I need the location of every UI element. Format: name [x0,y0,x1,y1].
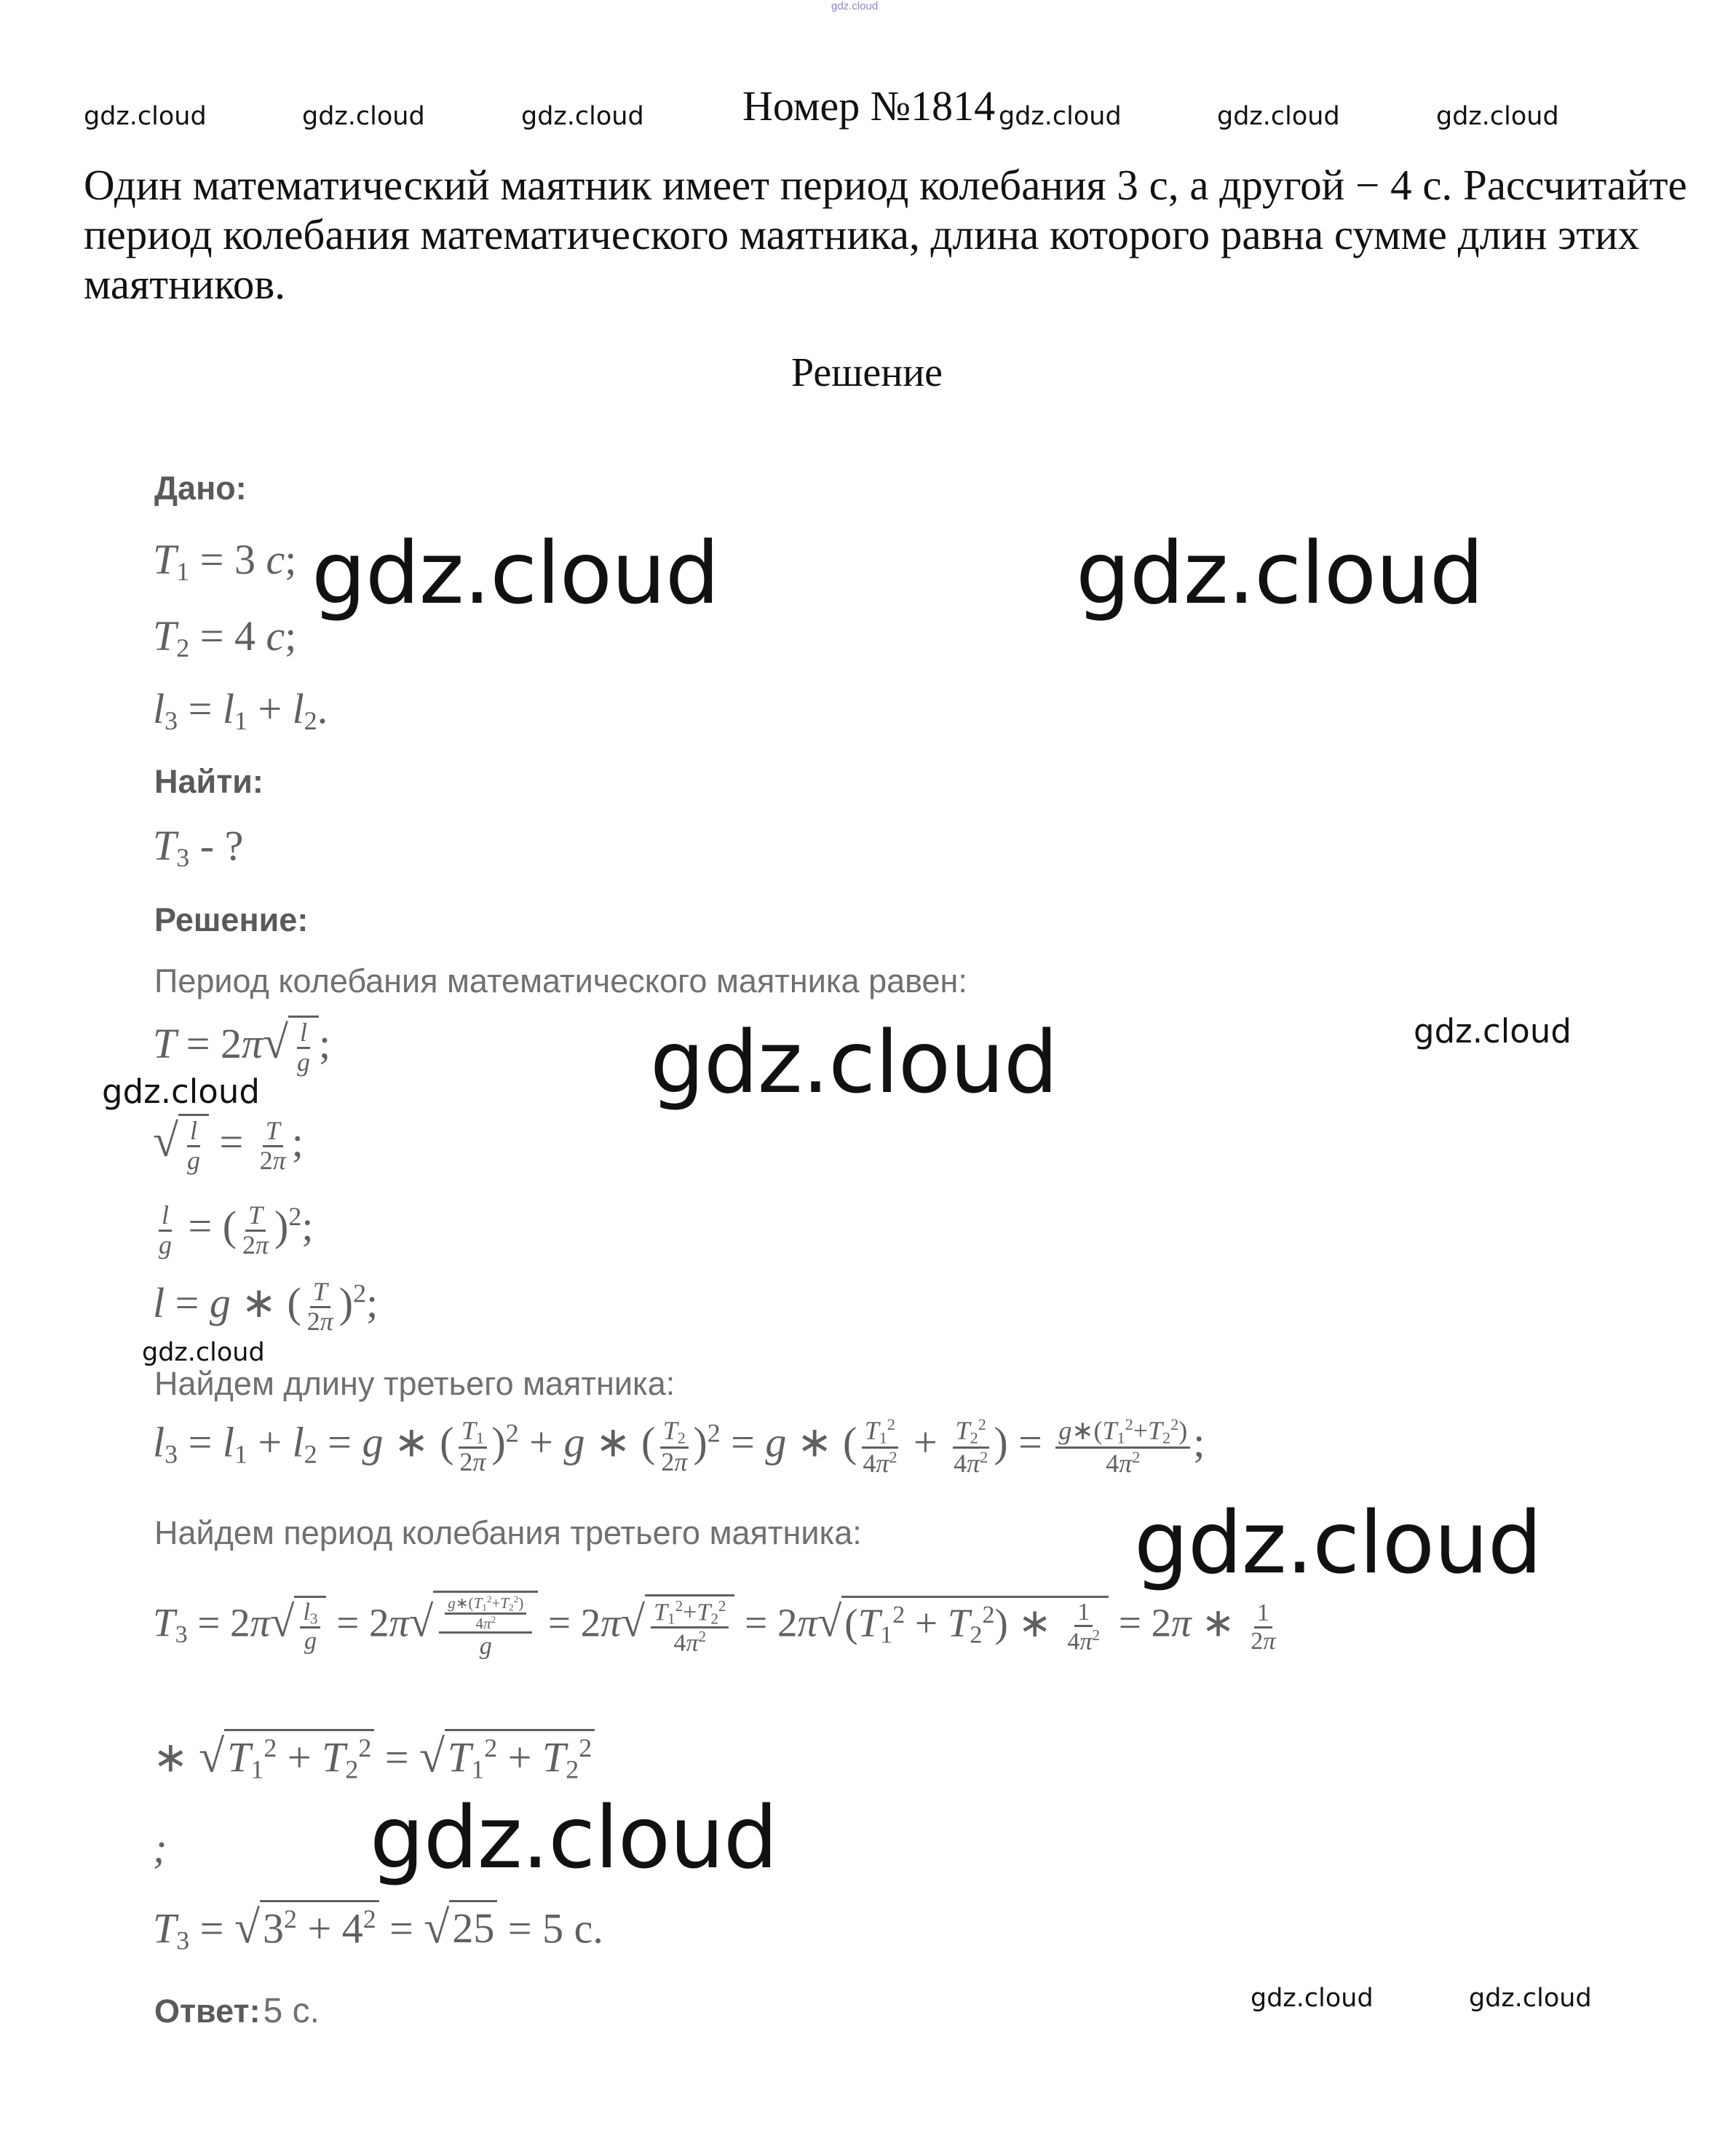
formula-step1: √ $\frac{l}{g}$ = $\frac{T}{2\pi}$ ; [153,1115,304,1176]
watermark-large: gdz.cloud [1134,1492,1542,1593]
watermark: gdz.cloud [521,102,644,131]
watermark: gdz.cloud [302,102,425,131]
watermark: gdz.cloud [1469,1984,1592,2013]
watermark: gdz.cloud [84,102,207,131]
answer-label: Ответ: [154,1992,261,2030]
watermark: gdz.cloud [102,1072,260,1111]
formula-period3-cont: ∗ $√T_1^2 + T_2^2 = √T_1^2 + T_2^2$ [153,1729,595,1784]
watermark-large: gdz.cloud [650,1012,1058,1112]
answer [154,1991,320,2031]
watermark: gdz.cloud [1436,102,1559,131]
solution-heading: Решение [791,350,943,395]
watermark-large: gdz.cloud [1076,523,1483,623]
t1-unit: с [266,536,285,583]
given-l3: $l_3 = l_1 + l_2$. [153,685,328,735]
watermark-large: gdz.cloud [370,1787,777,1888]
top-watermark: gdz.cloud [831,0,879,12]
watermark: gdz.cloud [1251,1984,1374,2013]
text-period: Период колебания математического маятника равен: [154,962,967,1000]
given-t2: $T_2 = 4$ с; [153,612,297,662]
given-t1: $T_1 = 3$ с; [153,536,297,586]
answer-value: 5 с. [263,1992,320,2030]
find-label: Найти: [154,763,263,800]
watermark: gdz.cloud [1217,102,1340,131]
formula-step2: $\frac{l}{g}$ = ( $\frac{T}{2\pi}$ )$^2$; [159,1200,314,1259]
semicolon: ; [153,1824,167,1872]
t1-value: 3 [234,536,255,583]
watermark-large: gdz.cloud [312,523,719,623]
watermark: gdz.cloud [999,102,1122,131]
find-item: $T_3$ - ? [153,822,244,872]
formula-length3: $l_3 = l_1 + l_2 = g$ ∗ ( $\frac{T_1}{2\pi}$ )$^2$ + g ∗ ( $\frac{T_2}{2\pi}$ )$^2$ = g ∗ ( $\frac{T_1^2}{4\pi^2}$ + $\frac{T_2^2}{4\pi^2}$ ) = $\frac{g∗(T_1^2+T_2^2)}{4\pi^2}$ ; [153,1415,1205,1478]
text-length: Найдем длину третьего маятника: [154,1365,675,1402]
formula-period3: $T_3 = 2\pi√$ $\frac{l_3}{g}$ = 2π√ $\frac{\frac{g∗(T_1^2+T_2^2)}{4\pi^2}}{g}$ = 2π√ $\frac{T_1^2+T_2^2}{4\pi^2}$ = $2\pi√(T_1^2 + T_2^2)$ ∗ $\frac{1}{4\pi^2}$ = 2π ∗ $\frac{1}{2\pi}$ [153,1591,1281,1660]
t2-value: 4 [234,612,255,660]
watermark: gdz.cloud [142,1338,265,1367]
problem-text: Один математический маятник имеет период колебания 3 с, а другой − 4 с. Рассчитайте период колебания математического маятника, длина которого равна сумме длин этих маятников. [84,161,1687,308]
watermark: gdz.cloud [1414,1012,1571,1050]
formula-step3: l = g ∗ ( $\frac{T}{2\pi}$ )$^2$; [153,1277,378,1337]
given-label: Дано: [154,470,247,507]
formula-period: T = 2π√ $\frac{l}{g}$ ; [153,1016,331,1077]
text-period3: Найдем период колебания третьего маятника: [154,1514,862,1551]
formula-result: $T_3 = √3^2 + 4^2 = √25 = 5$ с. [153,1901,603,1955]
solution-label: Решение: [154,901,309,938]
t2-unit: с [266,612,285,660]
page-title: Номер №1814 [742,82,996,130]
